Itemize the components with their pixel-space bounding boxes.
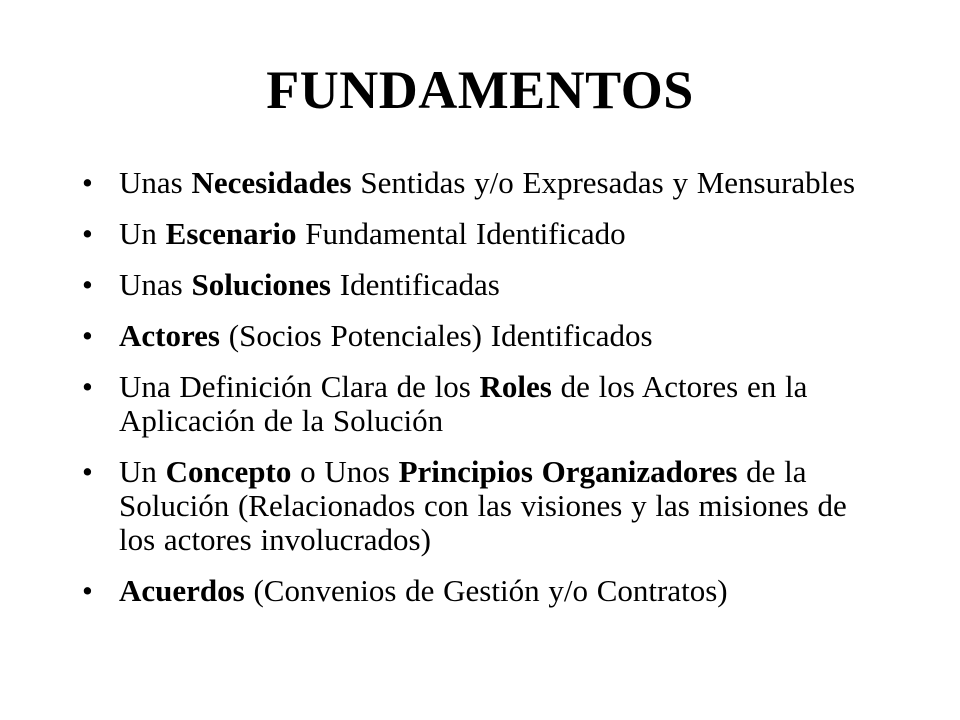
bullet-keyword: Roles bbox=[479, 369, 552, 404]
bullet-dot: • bbox=[82, 454, 93, 489]
bullet-keyword: Soluciones bbox=[191, 267, 331, 302]
slide-title: FUNDAMENTOS bbox=[266, 60, 694, 120]
bullet-dot: • bbox=[82, 216, 93, 251]
bullet-keyword: Escenario bbox=[165, 216, 297, 251]
bullet-keyword: Actores bbox=[119, 318, 220, 353]
bullet-dot: • bbox=[82, 318, 93, 353]
bullet-dot: • bbox=[82, 267, 93, 302]
bullet-text-post: Sentidas y/o Expresadas y Mensurables bbox=[351, 165, 856, 200]
bullet-dot: • bbox=[82, 573, 93, 608]
bullet-text-pre: Una Definición Clara de los bbox=[119, 369, 480, 404]
bullet-text-pre: Un bbox=[119, 216, 166, 251]
bullet-text-post: de los Actores en la Aplicación de la Solución bbox=[119, 369, 808, 438]
bullet-text-post: de la Solución (Relacionados con las visiones y las misiones de los actores involucrados) bbox=[119, 454, 847, 557]
bullet-keyword: Acuerdos bbox=[119, 573, 245, 608]
bullet-concepto bbox=[82, 455, 882, 557]
bullet-keyword-2: Principios Organizadores bbox=[398, 454, 738, 489]
bullet-necesidades bbox=[82, 166, 882, 200]
bullet-text-pre: Un bbox=[119, 454, 166, 489]
bullet-keyword: Necesidades bbox=[191, 165, 352, 200]
bullet-roles bbox=[82, 370, 882, 438]
bullet-soluciones bbox=[82, 268, 882, 302]
bullet-escenario bbox=[82, 217, 882, 251]
bullet-actores bbox=[82, 319, 882, 353]
bullet-dot: • bbox=[82, 165, 93, 200]
bullet-text-mid: o Unos bbox=[291, 454, 399, 489]
bullet-acuerdos bbox=[82, 574, 882, 608]
bullet-text-post: Identificadas bbox=[331, 267, 500, 302]
bullet-text-post: (Convenios de Gestión y/o Contratos) bbox=[244, 573, 728, 608]
bullet-list bbox=[82, 166, 882, 625]
bullet-text-pre: Unas bbox=[119, 267, 192, 302]
bullet-text-post: (Socios Potenciales) Identificados bbox=[220, 318, 653, 353]
bullet-dot: • bbox=[82, 369, 93, 404]
bullet-keyword: Concepto bbox=[165, 454, 292, 489]
bullet-text-pre: Unas bbox=[119, 165, 192, 200]
bullet-text-post: Fundamental Identificado bbox=[296, 216, 626, 251]
